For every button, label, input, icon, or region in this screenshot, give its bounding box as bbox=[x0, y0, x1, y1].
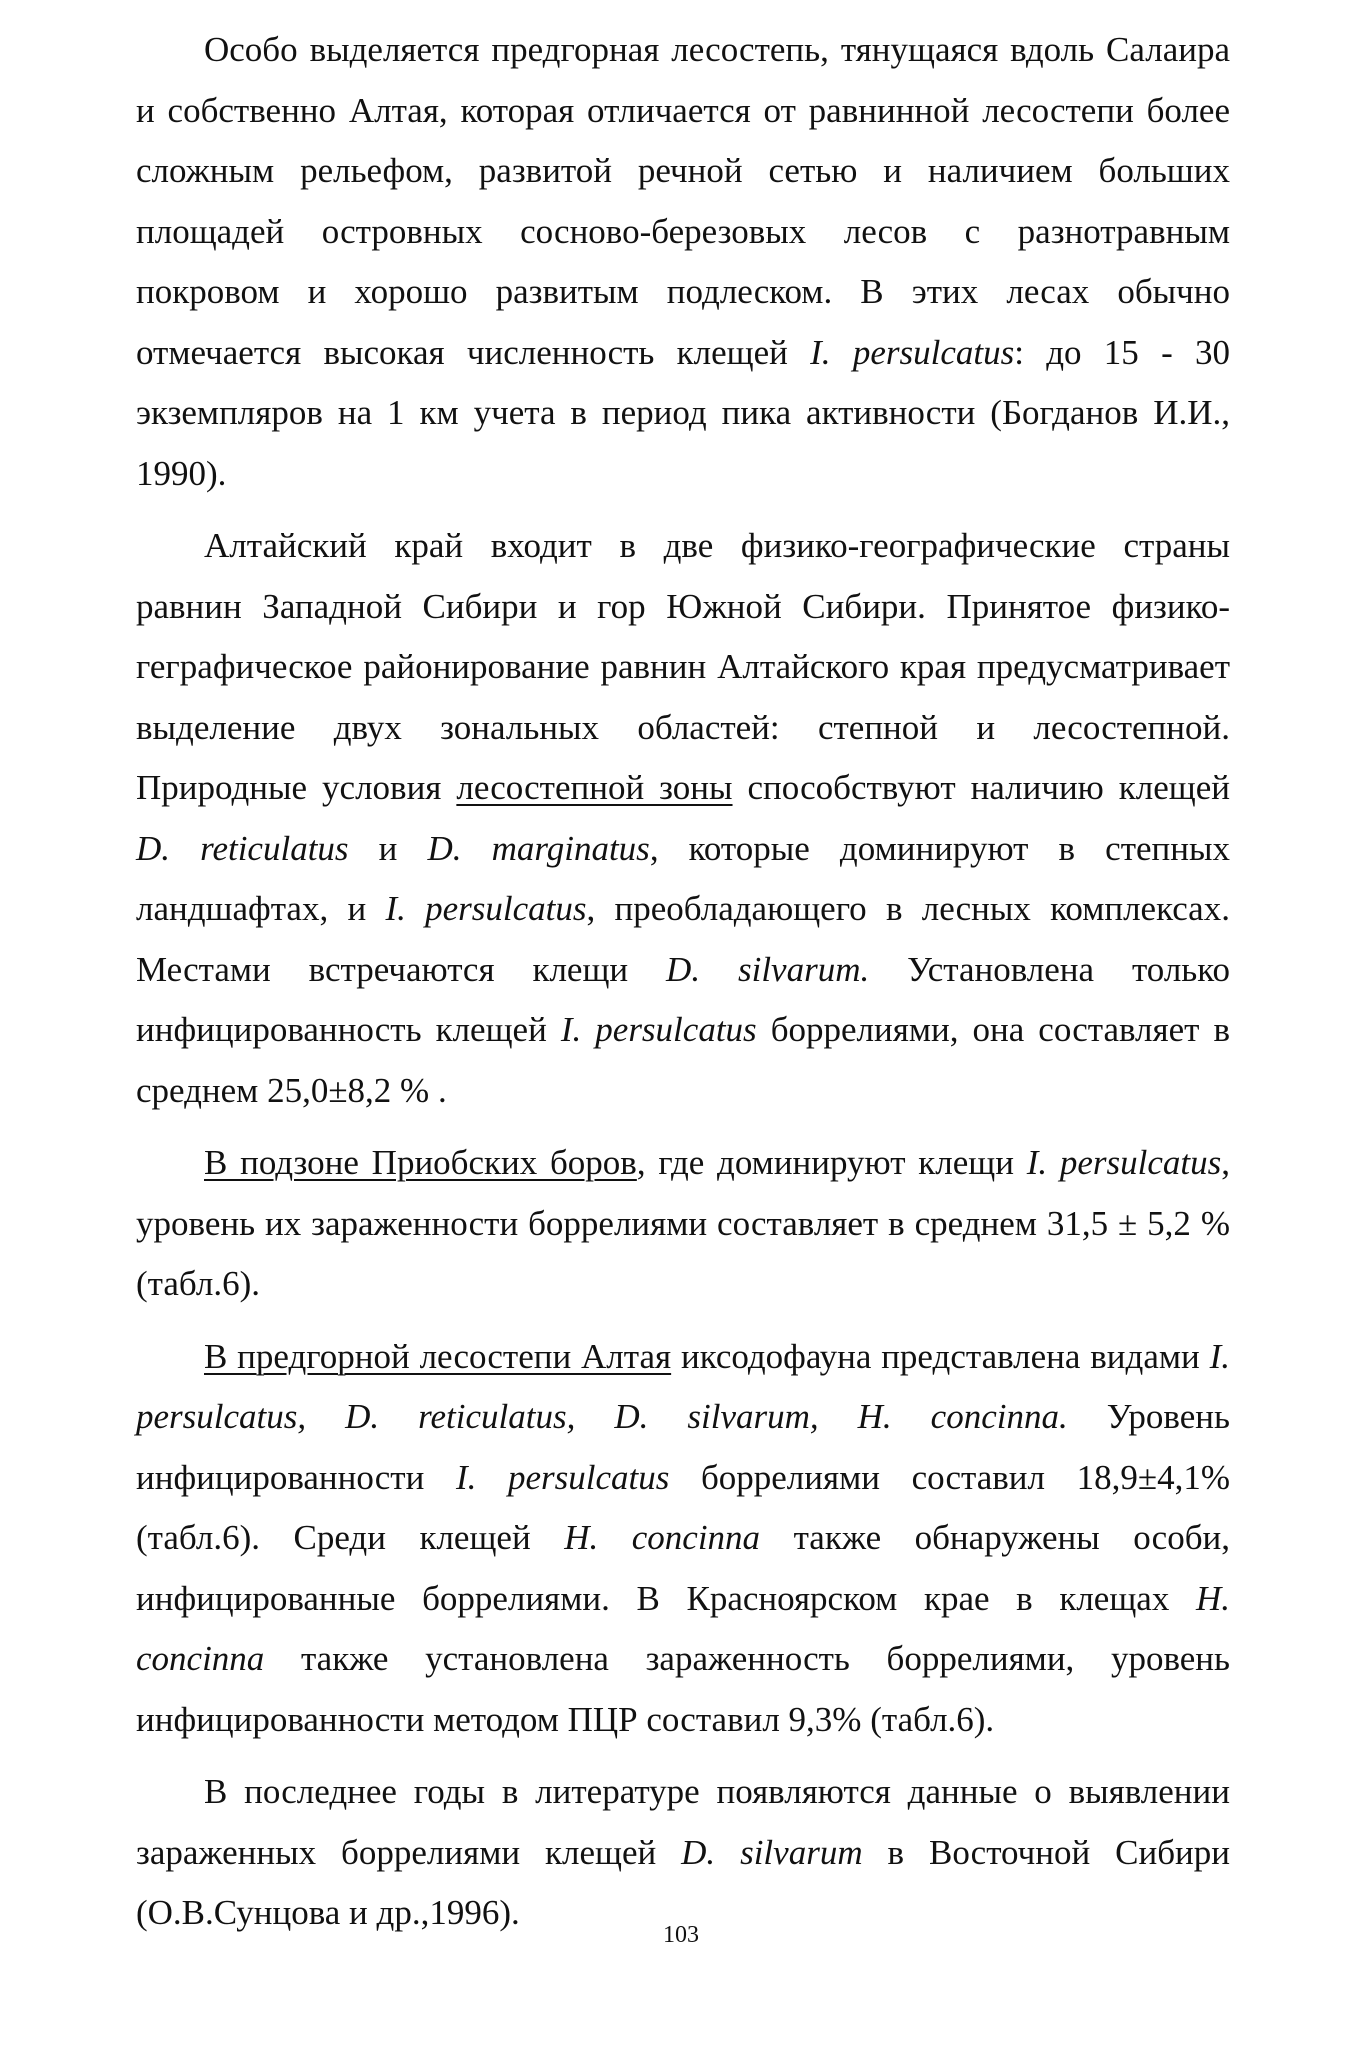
text-segment: Установлена только инфицированность клещей bbox=[136, 949, 1230, 1049]
paragraph bbox=[136, 1133, 1230, 1315]
species-name: I. persulcatus bbox=[560, 1010, 757, 1049]
text-segment: и bbox=[348, 828, 428, 868]
text-segment: , где доминируют клещи bbox=[636, 1143, 1027, 1182]
text-segment: , которые доминируют в степных ландшафтах, и bbox=[136, 828, 1231, 928]
species-name: I. persulcatus bbox=[455, 1457, 670, 1497]
paragraph bbox=[136, 20, 1230, 504]
species-name: H. concinna bbox=[564, 1518, 761, 1557]
text-segment: также установлена зараженность боррелиями, уровень инфицированности методом ПЦР составил 9,3% (табл.6). bbox=[136, 1639, 1230, 1739]
text-segment: Алтайский край входит в две физико-географические страны равнин Западной Сибири и гор Южной Сибири. Принятое физико-геграфическое районирование равнин Алтайского края предусматривает выделение двух зональных областей: степной и лесостепной. Природные условия bbox=[136, 526, 1230, 807]
text-segment: боррелиями, она составляет в среднем 25,0±8,2 % . bbox=[136, 1010, 1231, 1110]
text-segment: Особо выделяется предгорная лесостепь, тянущаяся вдоль Салаира и собственно Алтая, которая отличается от равнинной лесостепи более сложным рельефом, развитой речной сетью и наличием больших площадей островных сосново-березовых лесов с разнотравным покровом и хорошо развитым подлеском. В этих лесах обычно отмечается высокая численность клещей bbox=[136, 30, 1230, 372]
species-name: I. persulcatus bbox=[1026, 1143, 1222, 1182]
underlined-term: лесостепной зоны bbox=[456, 768, 733, 807]
page-number: 103 bbox=[663, 1922, 699, 1948]
text-segment: Уровень инфицированности bbox=[136, 1397, 1230, 1497]
species-name: I. persulcatus, D. reticulatus, D. silvarum, H. concinna. bbox=[136, 1336, 1230, 1436]
body-text bbox=[136, 20, 1230, 1944]
underlined-term: В подзоне Приобских боров bbox=[204, 1143, 637, 1182]
text-segment: в Восточной Сибири (О.В.Сунцова и др.,1996). bbox=[136, 1832, 1230, 1932]
text-segment: также обнаружены особи, инфицированные боррелиями. В Красноярском крае в клещах bbox=[136, 1518, 1230, 1618]
species-name: I. persulcatus bbox=[810, 332, 1015, 372]
species-name: H. concinna bbox=[136, 1578, 1230, 1678]
species-name: D. reticulatus bbox=[136, 828, 349, 868]
text-segment: : до 15 - 30 экземпляров на 1 км учета в период пика активности (Богданов И.И., 1990). bbox=[136, 332, 1230, 493]
species-name: D. marginatus bbox=[427, 828, 650, 868]
species-name: I. persulcatus bbox=[385, 889, 587, 928]
paragraph bbox=[136, 516, 1230, 1121]
text-segment: иксодофауна представлена видами bbox=[671, 1336, 1210, 1376]
text-segment: В последнее годы в литературе появляются данные о выявлении зараженных боррелиями клещей bbox=[136, 1772, 1230, 1872]
text-segment: , преобладающего в лесных комплексах. Местами встречаются клещи bbox=[136, 889, 1230, 989]
paragraph bbox=[136, 1327, 1230, 1751]
species-name: D. silvarum. bbox=[666, 949, 870, 989]
text-segment: способствуют наличию клещей bbox=[732, 768, 1230, 807]
species-name: D. silvarum bbox=[681, 1832, 863, 1872]
text-segment: , уровень их зараженности боррелиями составляет в среднем 31,5 ± 5,2 % (табл.6). bbox=[136, 1143, 1230, 1303]
text-segment: боррелиями составил 18,9±4,1% (табл.6). Среди клещей bbox=[136, 1457, 1230, 1557]
paragraph bbox=[136, 1762, 1230, 1944]
underlined-term: В предгорной лесостепи Алтая bbox=[204, 1336, 672, 1376]
